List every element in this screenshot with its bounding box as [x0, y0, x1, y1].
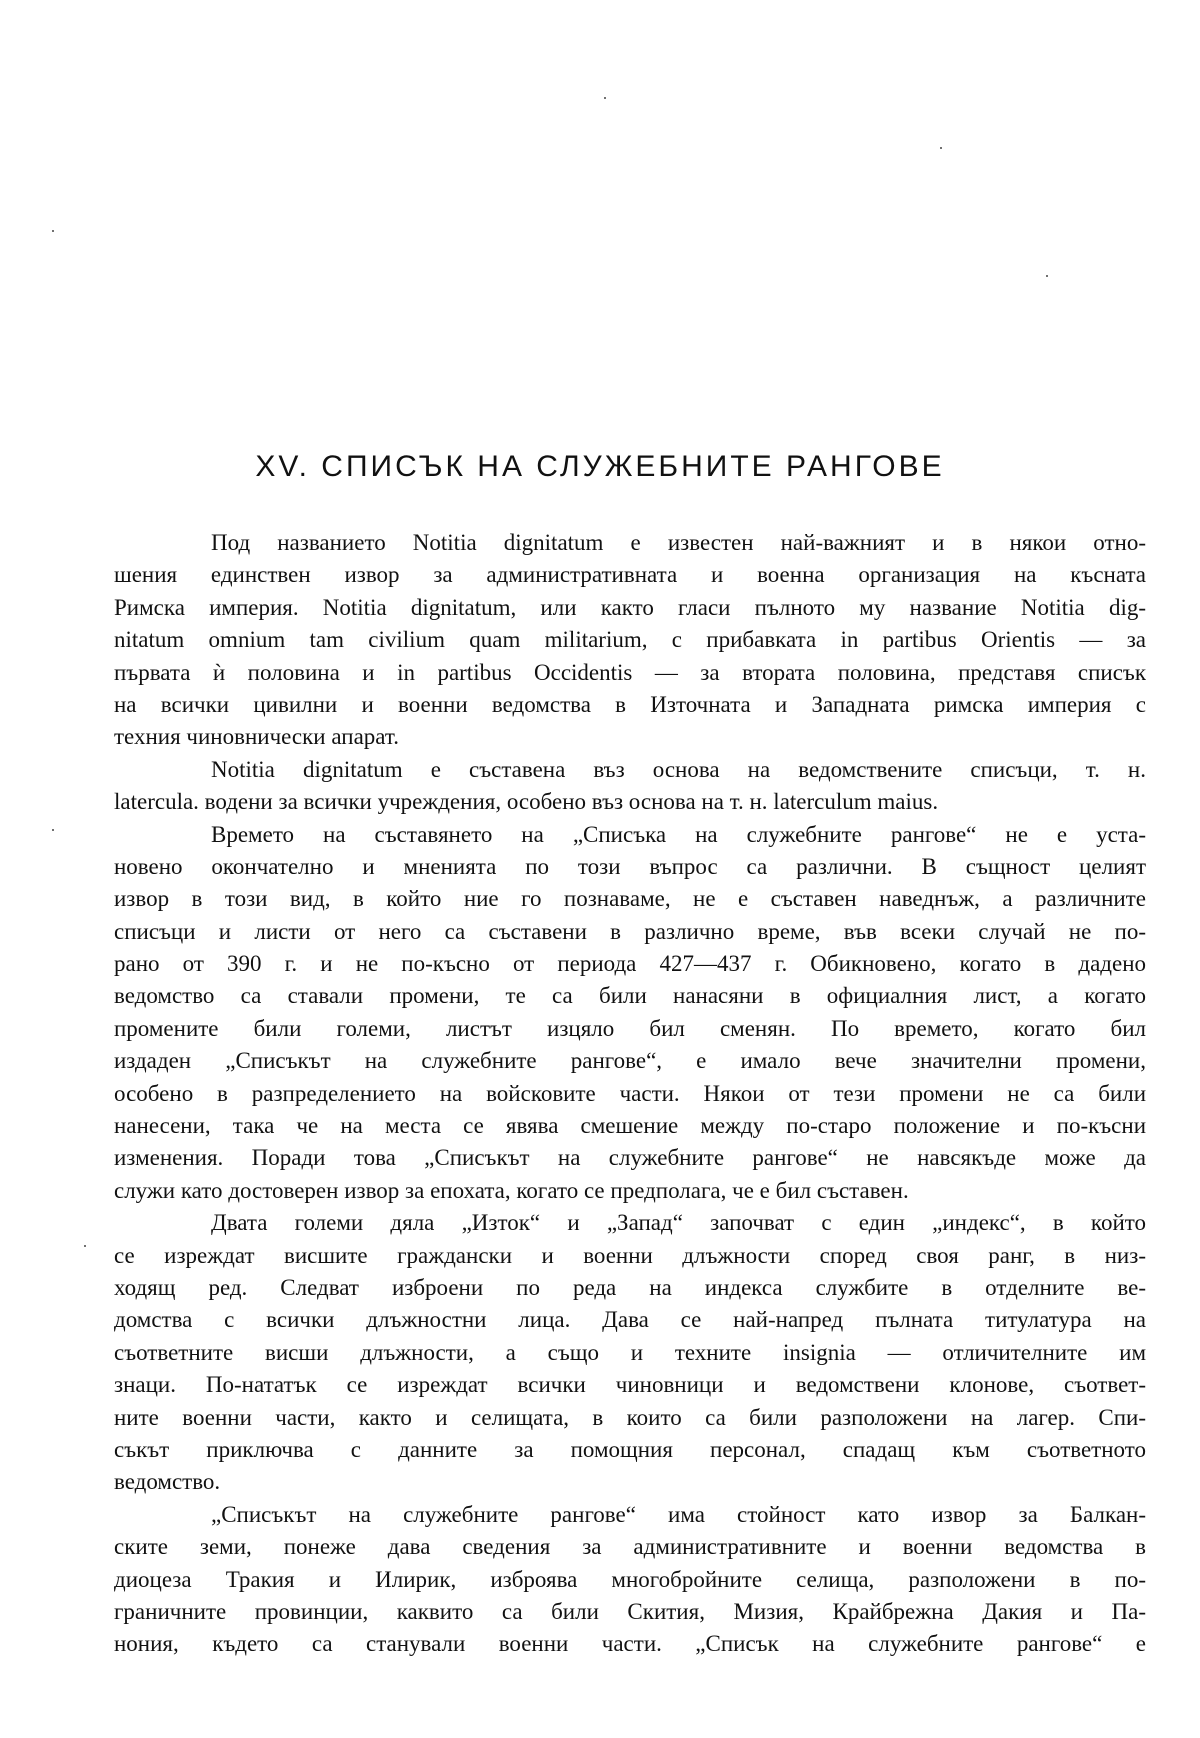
text-line: служи като достоверен извор за епохата, когато се предполага, че е бил съставен.	[114, 1177, 909, 1203]
text-line: ведомство.	[114, 1469, 221, 1495]
text-line: особено в разпределението на войсковите части. Някои от тези промени не са били	[114, 1080, 1146, 1106]
text-line: ските земи, понеже дава сведения за административните и военни ведомства в	[114, 1534, 1146, 1560]
text-line: знаци. По-нататък се изреждат всички чиновници и ведомствени клонове, съответ-	[114, 1372, 1146, 1398]
text-line: Римска империя. Notitia dignitatum, или както гласи пълното му название Notitia dig-	[114, 594, 1146, 620]
text-line: изменения. Поради това „Списъкът на служебните рангове“ не навсякъде може да	[114, 1145, 1146, 1171]
chapter-title: XV. СПИСЪК НА СЛУЖЕБНИТЕ РАНГОВЕ	[255, 450, 945, 483]
text-line: нония, където са станували военни части. „Списък на служебните рангове“ е	[114, 1631, 1146, 1657]
text-line: latercula. водени за всички учреждения, особено въз основа на т. н. laterculum maius.	[114, 789, 939, 815]
text-line: nitatum omnium tam civilium quam militarium, с прибавката in partibus Orientis — за	[114, 627, 1146, 653]
text-line: извор в този вид, в който ние го познаваме, не е съставен наведнъж, а различните	[114, 886, 1146, 912]
text-line: диоцеза Тракия и Илирик, изброява многобройните селища, разположени в по-	[114, 1566, 1146, 1592]
scan-speck	[940, 147, 942, 149]
text-line: на всички цивилни и военни ведомства в Източната и Западната римска империя с	[114, 691, 1146, 717]
paragraph	[114, 1207, 1146, 1499]
text-line: Notitia dignitatum е съставена въз основа на ведомствените списъци, т. н.	[211, 756, 1146, 782]
text-line: промените били големи, листът изцяло бил сменян. По времето, когато бил	[114, 1015, 1146, 1041]
scan-speck	[604, 97, 606, 99]
text-line: ходящ ред. Следват изброени по реда на индекса службите в отделните ве-	[114, 1274, 1146, 1300]
text-line: нанесени, така че на места се явява смешение между по-старо положение и по-късни	[114, 1113, 1146, 1139]
scan-speck	[84, 1245, 86, 1247]
text-line: ведомство са ставали промени, те са били нанасяни в официалния лист, а когато	[114, 983, 1146, 1009]
text-line: Под названието Notitia dignitatum е известен най-важният и в някои отно-	[211, 530, 1146, 555]
text-line: „Списъкът на служебните рангове“ има стойност като извор за Балкан-	[211, 1501, 1146, 1527]
text-line: списъци и листи от него са съставени в различно време, във всеки случай не по-	[114, 918, 1146, 944]
text-line: домства с всички длъжностни лица. Дава се най-напред пълната титулатура на	[114, 1307, 1146, 1333]
paragraph	[114, 819, 1146, 1208]
body-text	[114, 527, 1146, 1661]
text-line: новено окончателно и мненията по този въпрос са различни. В същност целият	[114, 853, 1146, 879]
text-line: се изреждат висшите граждански и военни длъжности според своя ранг, в низ-	[114, 1242, 1146, 1268]
scan-speck	[1046, 275, 1048, 277]
text-line: граничните провинции, каквито са били Скития, Мизия, Крайбрежна Дакия и Па-	[114, 1598, 1146, 1624]
text-line: първата ѝ половина и in partibus Occidentis — за втората половина, представя списък	[114, 659, 1146, 685]
text-line: шения единствен извор за административната и военна организация на късната	[114, 562, 1146, 588]
text-line: техния чиновнически апарат.	[114, 724, 399, 750]
text-line: Двата големи дяла „Изток“ и „Запад“ започват с един „индекс“, в който	[211, 1210, 1146, 1236]
paragraph	[114, 527, 1146, 754]
text-line: съкът приключва с данните за помощния персонал, спадащ към съответното	[114, 1436, 1146, 1462]
paragraph	[114, 754, 1146, 819]
text-line: ните военни части, както и селищата, в които са били разположени на лагер. Спи-	[114, 1404, 1146, 1430]
text-line: рано от 390 г. и не по-късно от периода 427—437 г. Обикновено, когато в дадено	[114, 951, 1146, 977]
text-line: Времето на съставянето на „Списъка на служебните рангове“ не е уста-	[211, 821, 1146, 847]
scan-speck	[52, 829, 54, 831]
text-line: издаден „Списъкът на служебните рангове“, е имало вече значителни промени,	[114, 1048, 1146, 1074]
scan-speck	[52, 230, 54, 232]
text-line: съответните висши длъжности, а също и техните insignia — отличителните им	[114, 1339, 1146, 1365]
paragraph	[114, 1499, 1146, 1661]
